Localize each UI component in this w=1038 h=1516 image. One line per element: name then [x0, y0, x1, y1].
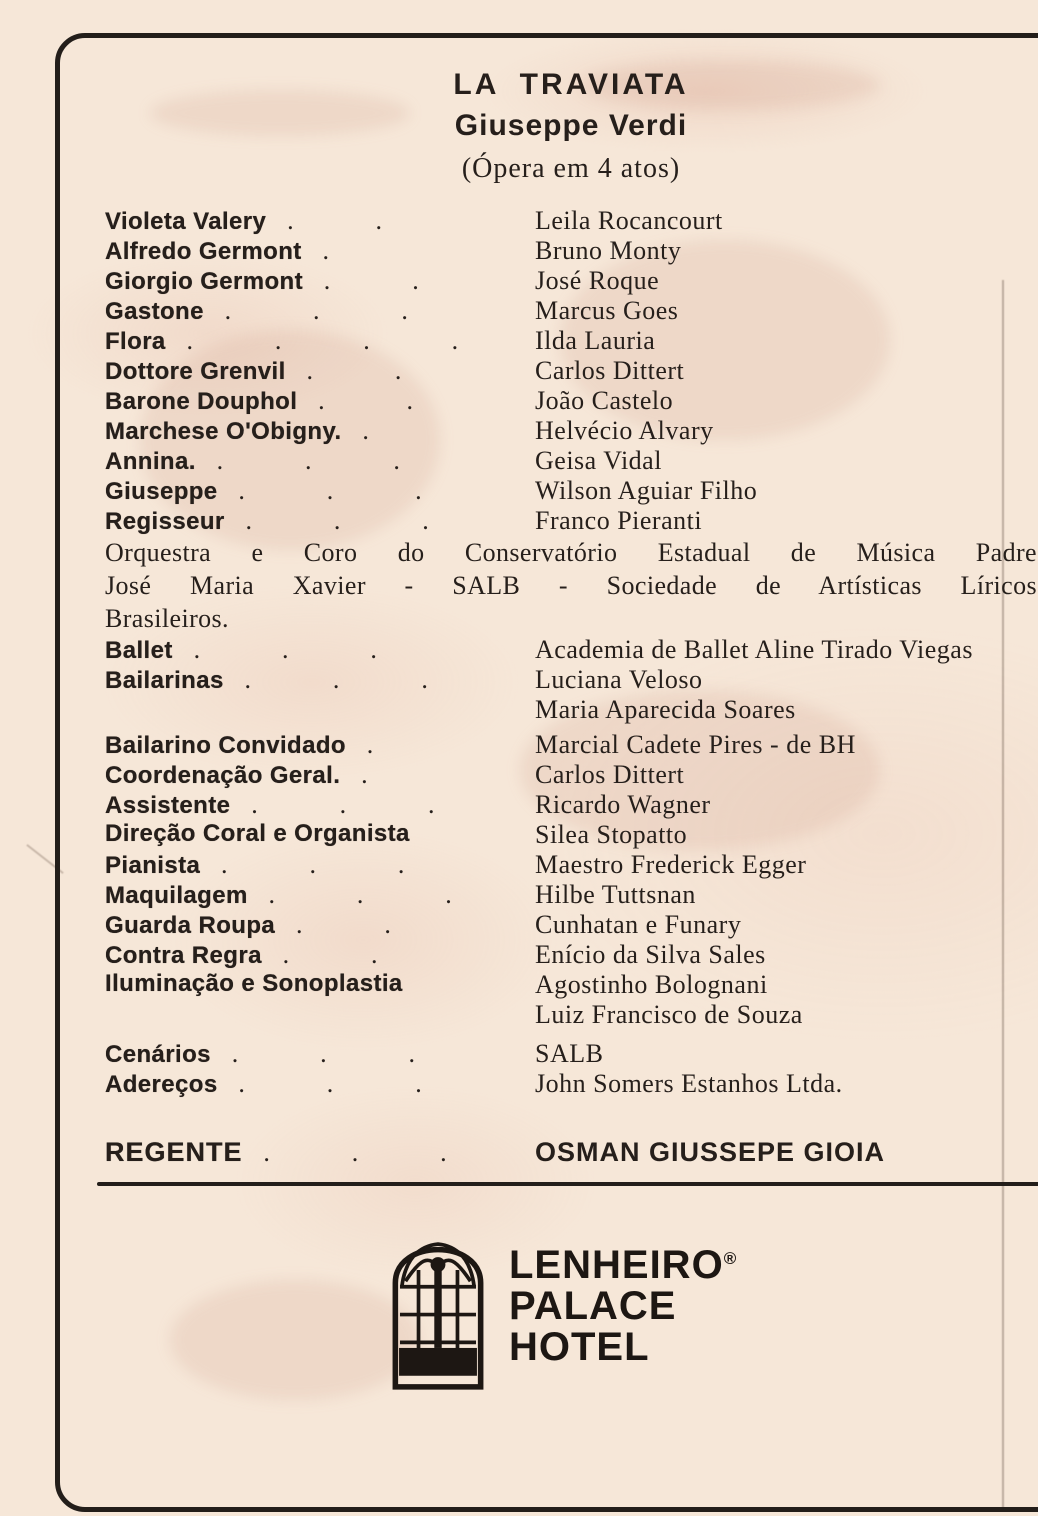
role-label: Pianista: [105, 852, 201, 879]
dot-leader: . . .: [221, 850, 405, 879]
performer-name: Marcial Cadete Pires - de BH: [535, 730, 856, 759]
hotel-name-line2: PALACE: [509, 1284, 677, 1328]
scenery-list: [105, 1039, 1037, 1099]
conductor-label: REGENTE: [105, 1137, 243, 1167]
dot-leader: . . .: [193, 635, 377, 664]
dot-leader: . . .: [244, 665, 428, 694]
role-label: Giorgio Germont: [105, 268, 303, 295]
dot-leader: . .: [287, 206, 382, 235]
dot-leader: .: [361, 760, 368, 789]
performer-name: Helvécio Alvary: [535, 416, 714, 445]
ballet-list: [105, 635, 1037, 725]
production-list: [105, 730, 1037, 1030]
dot-leader: . . .: [263, 1138, 447, 1167]
cast-row: [105, 416, 1037, 446]
performer-name: Silea Stopatto: [535, 820, 688, 849]
role-label: Annina.: [105, 448, 196, 475]
performer-name: Leila Rocancourt: [535, 206, 723, 235]
divider-rule: [97, 1182, 1038, 1186]
performer-name: John Somers Estanhos Ltda.: [535, 1069, 843, 1098]
role-label: Gastone: [105, 298, 204, 325]
orchestra-note-line: Brasileiros.: [105, 604, 229, 633]
dot-leader: . .: [323, 266, 419, 295]
dot-leader: . . .: [224, 296, 408, 325]
performer-name: José Roque: [535, 266, 660, 295]
dot-leader: . . .: [238, 476, 422, 505]
orchestra-note: [105, 536, 1037, 635]
role-label: Marchese O'Obigny.: [105, 418, 342, 445]
performer-name: Geisa Vidal: [535, 446, 662, 475]
role-label: Bailarino Convidado: [105, 732, 346, 759]
role-label: Dottore Grenvil: [105, 358, 286, 385]
role-label: Regisseur: [105, 508, 225, 535]
performer-name: Enício da Silva Sales: [535, 940, 766, 969]
hotel-brand: LENHEIRO: [509, 1243, 724, 1287]
role-label: Cenários: [105, 1041, 211, 1068]
credit-row: [105, 790, 1037, 820]
credit-row: [105, 1000, 1037, 1030]
role-label: Iluminação e Sonoplastia: [105, 970, 403, 997]
role-label: Giuseppe: [105, 478, 218, 505]
role-label: Ballet: [105, 637, 173, 664]
performer-name: Luciana Veloso: [535, 665, 703, 694]
dot-leader: . . .: [251, 790, 435, 819]
performer-name: Luiz Francisco de Souza: [535, 1000, 803, 1029]
role-label: Bailarinas: [105, 667, 224, 694]
cast-row: [105, 206, 1037, 236]
dot-leader: . . .: [245, 506, 429, 535]
performer-name: Carlos Dittert: [535, 760, 685, 789]
conductor-name: OSMAN GIUSSEPE GIOIA: [535, 1137, 886, 1167]
role-label: Adereços: [105, 1071, 218, 1098]
performer-name: SALB: [535, 1039, 604, 1068]
dot-leader: . .: [318, 386, 413, 415]
cast-row: [105, 356, 1037, 386]
role-label: Guarda Roupa: [105, 912, 276, 939]
credit-row: [105, 940, 1037, 970]
credit-row: [105, 1039, 1037, 1069]
role-label: Assistente: [105, 792, 231, 819]
performer-name: Bruno Monty: [535, 236, 682, 265]
hotel-name: [509, 1238, 736, 1368]
dot-leader: . . .: [268, 880, 452, 909]
performer-name: Hilbe Tuttsnan: [535, 880, 696, 909]
credit-row: [105, 730, 1037, 760]
performer-name: Academia de Ballet Aline Tirado Viegas: [535, 635, 973, 664]
credit-row: [105, 760, 1037, 790]
performer-name: João Castelo: [535, 386, 674, 415]
role-label: Coordenação Geral.: [105, 762, 341, 789]
dot-leader: . .: [295, 910, 391, 939]
dot-leader: . . . .: [186, 326, 459, 355]
cast-row: [105, 296, 1037, 326]
cast-row: [105, 326, 1037, 356]
cast-row: [105, 236, 1037, 266]
conductor-row: [105, 1137, 1037, 1168]
program-header: [105, 66, 1037, 190]
credit-row: [105, 695, 1037, 725]
cast-row: [105, 446, 1037, 476]
performer-name: Carlos Dittert: [535, 356, 685, 385]
role-label: Contra Regra: [105, 942, 262, 969]
performer-name: Ricardo Wagner: [535, 790, 711, 819]
role-label: Violeta Valery: [105, 208, 267, 235]
credit-row: [105, 1069, 1037, 1099]
role-label: Direção Coral e Organista: [105, 820, 410, 847]
cast-row: [105, 476, 1037, 506]
credit-row: [105, 850, 1037, 880]
role-label: Barone Douphol: [105, 388, 298, 415]
arched-window-icon: [387, 1224, 489, 1394]
role-label: Flora: [105, 328, 166, 355]
hotel-name-line3: HOTEL: [509, 1325, 650, 1369]
credit-row: [105, 910, 1037, 940]
credit-row: [105, 665, 1037, 695]
composer-name: Giuseppe Verdi: [454, 109, 688, 142]
hotel-name-line1: [509, 1238, 736, 1286]
dot-leader: .: [362, 416, 369, 445]
role-label: Alfredo Germont: [105, 238, 302, 265]
cast-row: [105, 506, 1037, 536]
dot-leader: . . .: [238, 1069, 422, 1098]
opera-subtitle: (Ópera em 4 atos): [461, 153, 681, 184]
dot-leader: . . .: [231, 1039, 416, 1068]
credit-row: [105, 635, 1037, 665]
registered-trademark-symbol: ®: [723, 1249, 737, 1268]
dot-leader: . .: [282, 940, 378, 969]
page-border-frame: [55, 33, 1038, 1512]
orchestra-note-line: Orquestra e Coro do Conservatório Estadual de Música Padre: [105, 538, 1037, 567]
cast-row: [105, 266, 1037, 296]
performer-name: Maestro Frederick Egger: [535, 850, 807, 879]
opera-title: LA TRAVIATA: [453, 68, 689, 101]
performer-name: Ilda Lauria: [535, 326, 656, 355]
hotel-logo: [387, 1224, 1037, 1394]
dot-leader: .: [366, 730, 374, 759]
credit-row: [105, 880, 1037, 910]
performer-name: Cunhatan e Funary: [535, 910, 742, 939]
performer-name: Marcus Goes: [535, 296, 679, 325]
performer-name: Maria Aparecida Soares: [535, 695, 796, 724]
credit-row: [105, 970, 1037, 1000]
role-label: Maquilagem: [105, 882, 248, 909]
credit-row: [105, 820, 1037, 850]
performer-name: Franco Pieranti: [535, 506, 703, 535]
dot-leader: .: [322, 236, 329, 265]
dot-leader: . . .: [216, 446, 400, 475]
cast-list: [105, 206, 1037, 536]
dot-leader: . .: [306, 356, 402, 385]
cast-row: [105, 386, 1037, 416]
orchestra-note-line: José Maria Xavier - SALB - Sociedade de Artísticas Líricos: [105, 571, 1037, 600]
performer-name: Wilson Aguiar Filho: [535, 476, 758, 505]
performer-name: Agostinho Bolognani: [535, 970, 768, 999]
